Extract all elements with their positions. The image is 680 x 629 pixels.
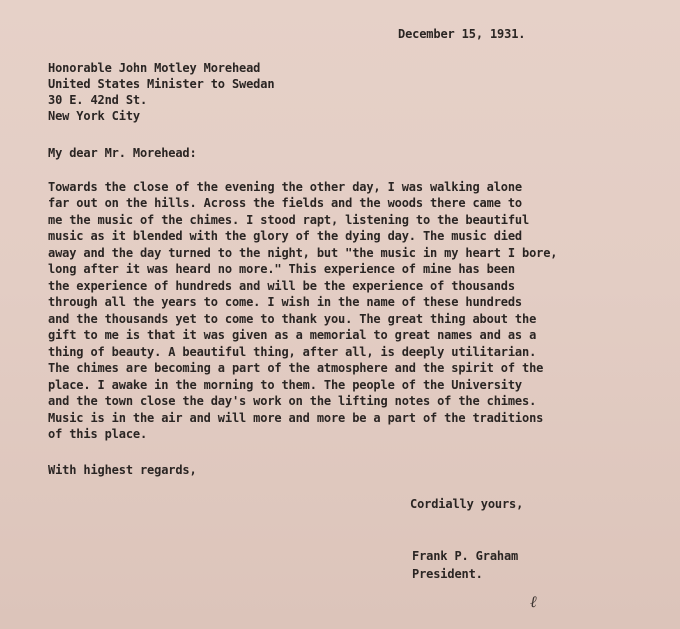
pen-mark: ℓ [530, 592, 537, 611]
body-line: away and the day turned to the night, but "the music in my heart I bore, [48, 246, 558, 260]
body-line: gift to me is that it was given as a memorial to great names and as a [48, 328, 537, 342]
salutation: My dear Mr. Morehead: [48, 146, 197, 160]
closing-line: Cordially yours, [410, 497, 524, 511]
letter-date: December 15, 1931. [398, 27, 526, 41]
body-line: and the thousands yet to come to thank you. The great thing about the [48, 312, 537, 326]
body-line: music as it blended with the glory of the dying day. The music died [48, 229, 522, 243]
recipient-city: New York City [48, 109, 140, 123]
recipient-name: Honorable John Motley Morehead [48, 61, 261, 75]
signer-title: President. [412, 567, 483, 581]
body-line: Music is in the air and will more and more be a part of the traditions [48, 411, 544, 425]
body-line: thing of beauty. A beautiful thing, after all, is deeply utilitarian. [48, 345, 537, 359]
body-line: long after it was heard no more." This experience of mine has been [48, 262, 515, 276]
body-line: the experience of hundreds and will be the experience of thousands [48, 279, 515, 293]
body-line: and the town close the day's work on the lifting notes of the chimes. [48, 394, 537, 408]
body-line: The chimes are becoming a part of the atmosphere and the spirit of the [48, 361, 544, 375]
regards-line: With highest regards, [48, 463, 197, 477]
body-line: of this place. [48, 427, 148, 441]
body-line: me the music of the chimes. I stood rapt, listening to the beautiful [48, 213, 530, 227]
body-line: Towards the close of the evening the other day, I was walking alone [48, 180, 522, 194]
signer-name: Frank P. Graham [412, 549, 519, 563]
recipient-street: 30 E. 42nd St. [48, 93, 148, 107]
body-line: place. I awake in the morning to them. The people of the University [48, 378, 522, 392]
body-line: far out on the hills. Across the fields and the woods there came to [48, 196, 522, 210]
recipient-title: United States Minister to Swedan [48, 77, 275, 91]
body-line: through all the years to come. I wish in the name of these hundreds [48, 295, 522, 309]
